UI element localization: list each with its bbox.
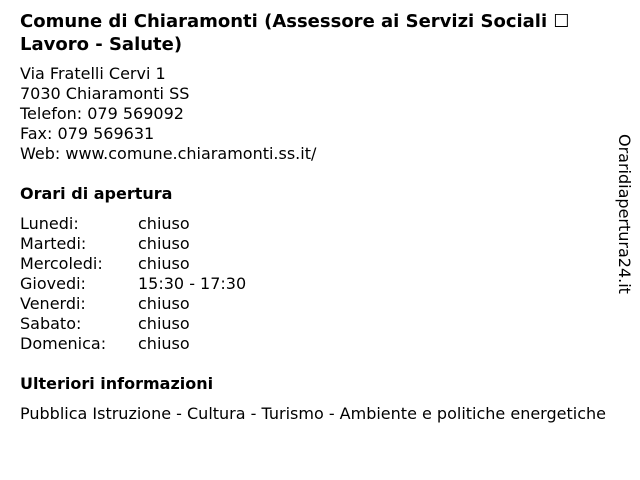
opening-hours-heading: Orari di apertura bbox=[20, 184, 173, 203]
time-value: chiuso bbox=[138, 234, 190, 253]
hours-row-tuesday bbox=[20, 234, 190, 254]
street-address: Via Fratelli Cervi 1 bbox=[20, 64, 166, 83]
day-label: Venerdi: bbox=[20, 294, 86, 313]
time-value: 15:30 - 17:30 bbox=[138, 274, 247, 293]
hours-row-thursday bbox=[20, 274, 247, 294]
day-label: Martedi: bbox=[20, 234, 87, 253]
hours-row-monday bbox=[20, 214, 190, 234]
page-title: Comune di Chiaramonti (Assessore ai Servizi Sociali ☐ Lavoro - Salute) bbox=[20, 11, 570, 55]
opening-hours-table bbox=[20, 214, 247, 354]
city-address: 7030 Chiaramonti SS bbox=[20, 84, 190, 103]
day-label: Mercoledi: bbox=[20, 254, 103, 273]
website-link[interactable]: Web: www.comune.chiaramonti.ss.it/ bbox=[20, 144, 317, 163]
time-value: chiuso bbox=[138, 334, 190, 353]
fax-number: Fax: 079 569631 bbox=[20, 124, 155, 143]
more-info-heading: Ulteriori informazioni bbox=[20, 374, 214, 393]
time-value: chiuso bbox=[138, 314, 190, 333]
time-value: chiuso bbox=[138, 214, 190, 233]
day-label: Sabato: bbox=[20, 314, 82, 333]
time-value: chiuso bbox=[138, 254, 190, 273]
hours-row-saturday bbox=[20, 314, 190, 334]
hours-row-friday bbox=[20, 294, 190, 314]
day-label: Domenica: bbox=[20, 334, 107, 353]
day-label: Giovedi: bbox=[20, 274, 86, 293]
more-info-text: Pubblica Istruzione - Cultura - Turismo - Ambiente e politiche energetiche bbox=[20, 404, 606, 423]
site-brand-label: Oraridiapertura24.it bbox=[615, 134, 634, 294]
time-value: chiuso bbox=[138, 294, 190, 313]
hours-row-sunday bbox=[20, 334, 190, 354]
address-block bbox=[20, 64, 316, 164]
phone-number: Telefon: 079 569092 bbox=[20, 104, 184, 123]
day-label: Lunedi: bbox=[20, 214, 79, 233]
hours-row-wednesday bbox=[20, 254, 190, 274]
